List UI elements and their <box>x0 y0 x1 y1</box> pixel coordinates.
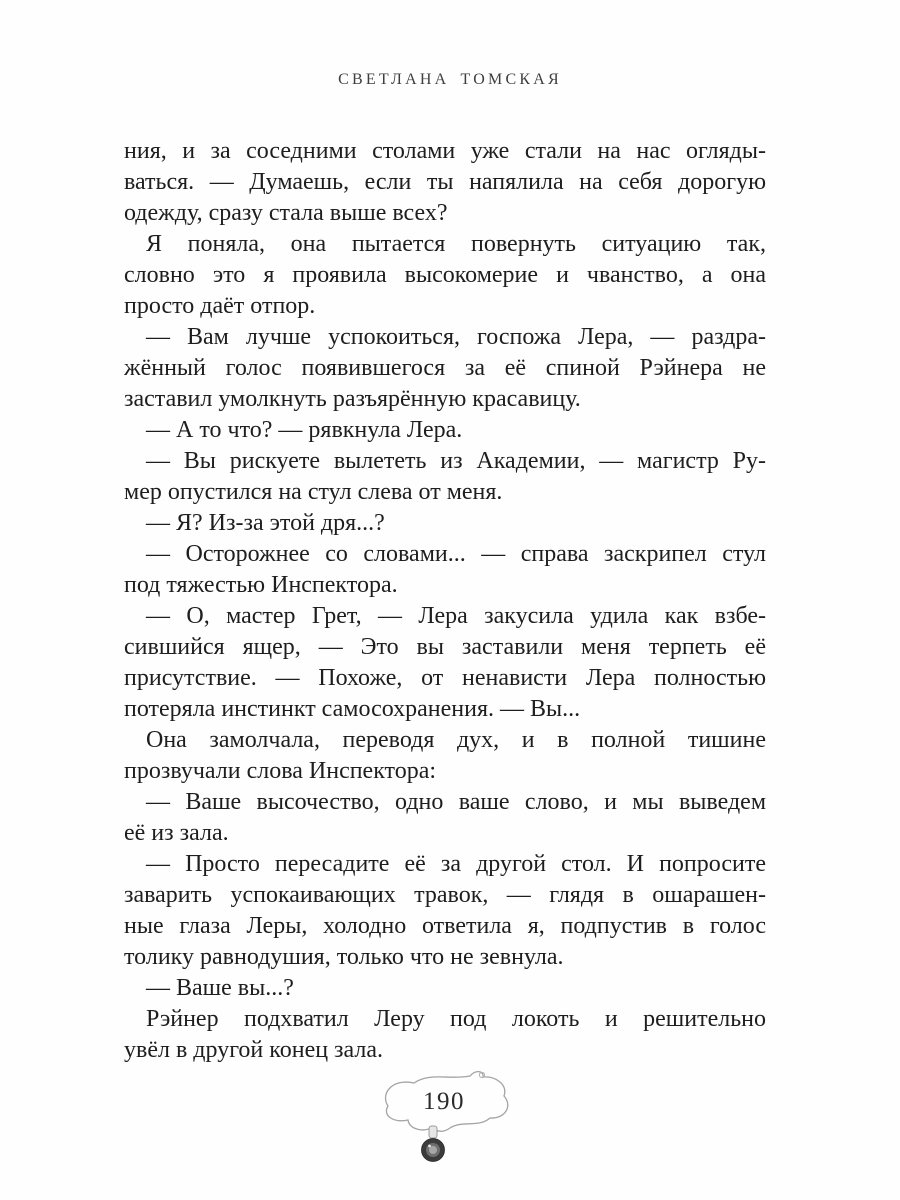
text-line: мер опустился на стул слева от меня. <box>124 479 503 505</box>
paragraph <box>124 725 766 787</box>
text-line: сившийся ящер, — Это вы заставили меня терпеть её <box>124 634 766 660</box>
text-line: — Ваше вы...? <box>146 975 294 1001</box>
text-line: — О, мастер Грет, — Лера закусила удила как взбе- <box>146 603 766 629</box>
pendant-bail <box>429 1126 437 1138</box>
text-line: её из зала. <box>124 820 229 846</box>
pendant-highlight <box>428 1145 431 1148</box>
page-body-text <box>124 136 766 1066</box>
paragraph <box>124 973 766 1004</box>
running-head-author: СВЕТЛАНА ТОМСКАЯ <box>338 71 562 88</box>
paragraph <box>124 229 766 322</box>
text-line: ные глаза Леры, холодно ответила я, подпустив в голос <box>124 913 766 939</box>
text-line: Рэйнер подхватил Леру под локоть и решительно <box>146 1006 766 1032</box>
text-line: ваться. — Думаешь, если ты напялила на себя дорогую <box>124 169 766 195</box>
text-line: одежду, сразу стала выше всех? <box>124 200 448 226</box>
page-number: 190 <box>423 1088 465 1115</box>
text-line: — Вы рискуете вылететь из Академии, — магистр Ру- <box>146 448 766 474</box>
paragraph <box>124 446 766 508</box>
text-line: потеряла инстинкт самосохранения. — Вы... <box>124 696 581 722</box>
text-line: — Я? Из-за этой дря...? <box>146 510 385 536</box>
paragraph <box>124 415 766 446</box>
text-line: — Вам лучше успокоиться, госпожа Лера, — раздра- <box>146 324 766 350</box>
paragraph <box>124 322 766 415</box>
text-line: ния, и за соседними столами уже стали на нас огляды- <box>124 138 766 164</box>
text-line: — Просто пересадите её за другой стол. И попросите <box>146 851 766 877</box>
text-line: толику равнодушия, только что не зевнула. <box>124 944 564 970</box>
text-line: жённый голос появившегося за её спиной Рэйнера не <box>124 355 766 381</box>
text-line: под тяжестью Инспектора. <box>124 572 398 598</box>
paragraph <box>124 787 766 849</box>
text-line: присутствие. — Похоже, от ненависти Лера полностью <box>124 665 766 691</box>
text-line: увёл в другой конец зала. <box>124 1037 384 1063</box>
text-line: заварить успокаивающих травок, — глядя в ошарашен- <box>124 882 766 908</box>
paragraph <box>124 1004 766 1066</box>
text-line: словно это я проявила высокомерие и чванство, а она <box>124 262 766 288</box>
paragraph <box>124 539 766 601</box>
text-line: просто даёт отпор. <box>124 293 316 319</box>
text-line: — А то что? — рявкнула Лера. <box>146 417 463 443</box>
text-line: заставил умолкнуть разъярённую красавицу. <box>124 386 581 412</box>
paragraph <box>124 849 766 973</box>
paragraph <box>124 508 766 539</box>
text-line: — Ваше высочество, одно ваше слово, и мы выведем <box>146 789 766 815</box>
text-line: Она замолчала, переводя дух, и в полной тишине <box>146 727 766 753</box>
paragraph <box>124 601 766 725</box>
necklace-doodle-icon <box>376 1066 520 1172</box>
text-line: прозвучали слова Инспектора: <box>124 758 437 784</box>
text-line: — Осторожнее со словами... — справа заскрипел стул <box>146 541 766 567</box>
text-line: Я поняла, она пытается повернуть ситуацию так, <box>146 231 766 257</box>
paragraph <box>124 136 766 229</box>
page-number-ornament <box>376 1066 520 1172</box>
